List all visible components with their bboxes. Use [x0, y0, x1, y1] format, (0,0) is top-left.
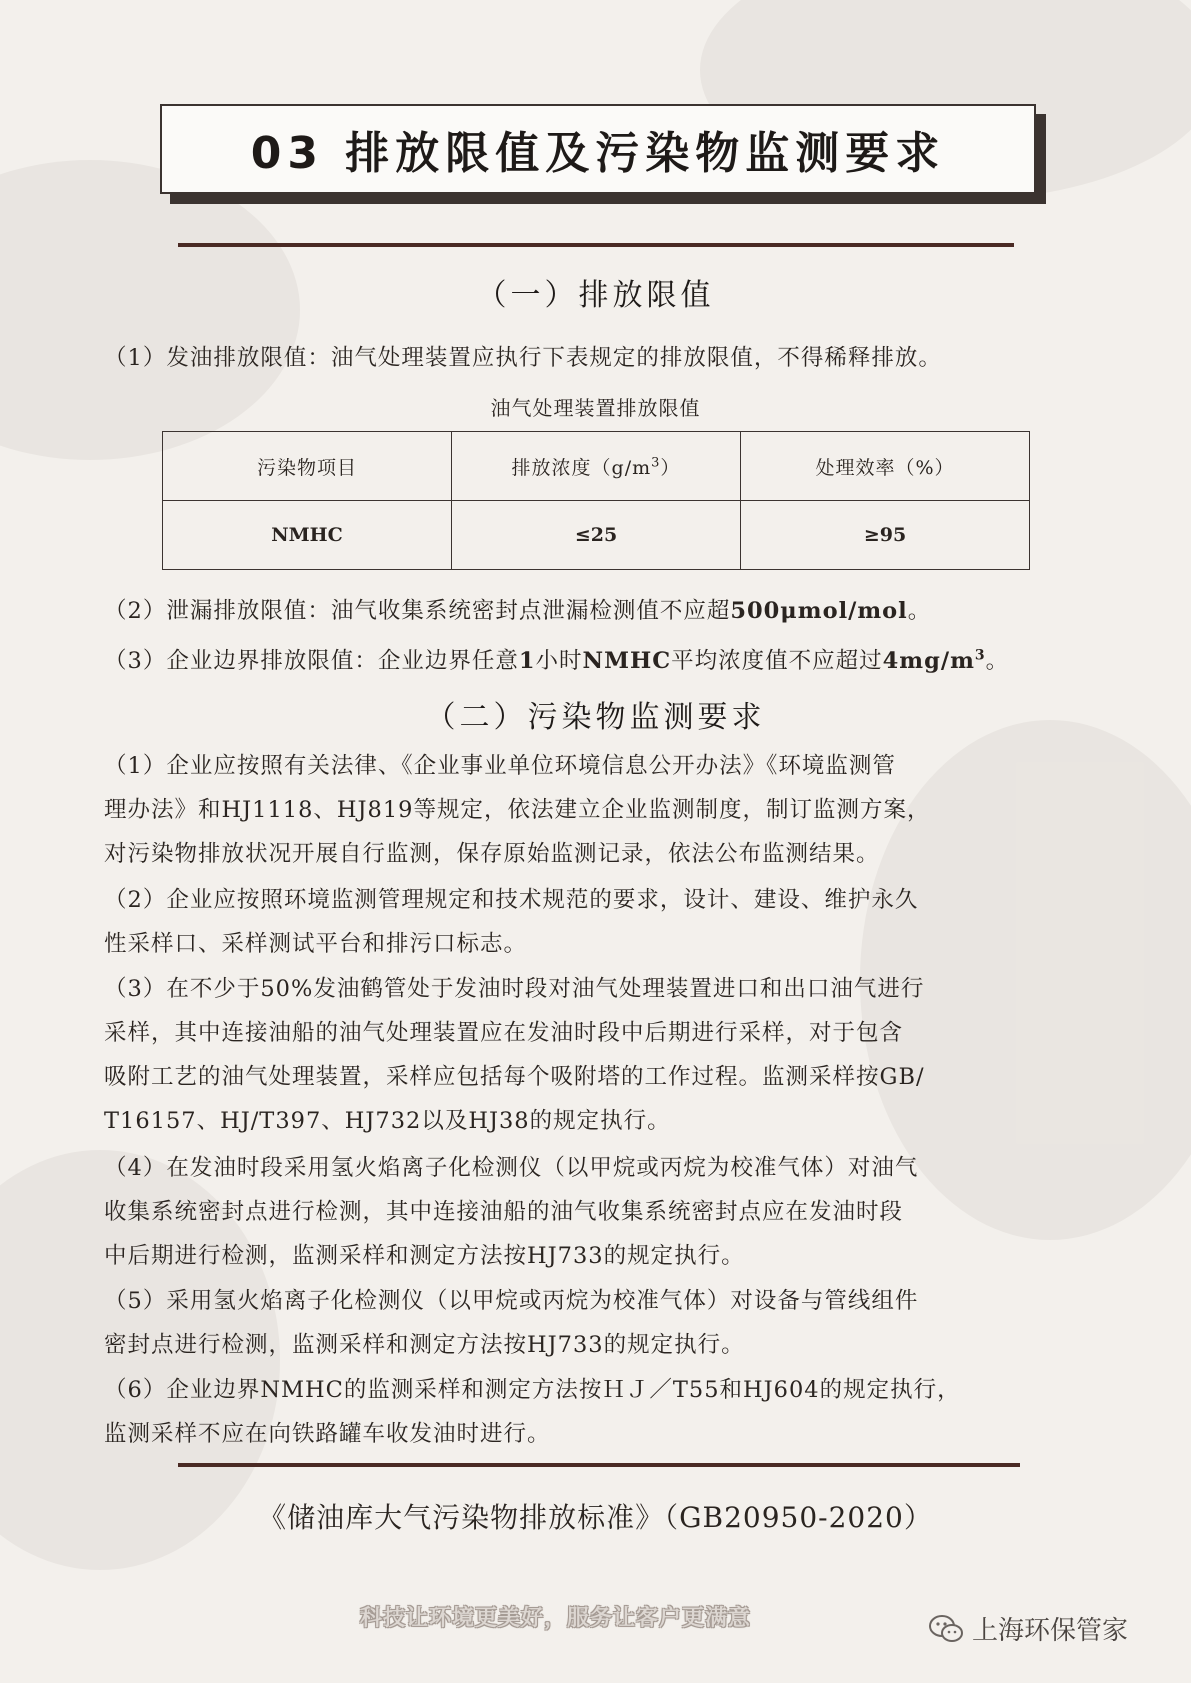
- section2-line: （4）在发油时段采用氢火焰离子化检测仪（以甲烷或丙烷为校准气体）对油气: [104, 1155, 919, 1181]
- table-row: [163, 501, 1030, 570]
- table-cell: ≥95: [741, 501, 1030, 570]
- section2-line: （2）企业应按照环境监测管理规定和技术规范的要求，设计、建设、维护永久: [104, 887, 919, 913]
- section1-item3-text: 小时: [535, 648, 583, 674]
- section2-line: 中后期进行检测，监测采样和测定方法按HJ733的规定执行。: [104, 1243, 745, 1269]
- section1-item3: [104, 643, 1009, 675]
- page-title: 03 排放限值及污染物监测要求: [250, 128, 946, 179]
- table-caption: 油气处理装置排放限值: [490, 396, 701, 420]
- section1-item2-value: 500μmol/mol: [730, 598, 908, 624]
- section1-item3-text: 平均浓度值不应超过: [671, 648, 883, 674]
- section1-item2-suffix: 。: [907, 598, 932, 624]
- table-cell: ≤25: [452, 501, 741, 570]
- title-box: [160, 104, 1036, 194]
- section1-item3-text: （3）企业边界排放限值：企业边界任意: [104, 648, 519, 674]
- table-header-superscript: 3: [651, 455, 661, 471]
- watermark: [928, 1610, 1128, 1647]
- section2-heading: （二）污染物监测要求: [425, 700, 766, 735]
- table-header-cell: 污染物项目: [163, 432, 452, 501]
- table-header-text: 排放浓度（g/m: [511, 456, 652, 479]
- table-cell: NMHC: [163, 501, 452, 570]
- section2-line: （3）在不少于50%发油鹤管处于发油时段对油气处理装置进口和出口油气进行: [104, 976, 925, 1002]
- section2-line: （5）采用氢火焰离子化检测仪（以甲烷或丙烷为校准气体）对设备与管线组件: [104, 1288, 919, 1314]
- source-citation: 《储油库大气污染物排放标准》（GB20950-2020）: [258, 1501, 933, 1534]
- table-header-cell: [452, 432, 741, 501]
- section2-line: 对污染物排放状况开展自行监测，保存原始监测记录，依法公布监测结果。: [104, 841, 880, 867]
- section2-line: 性采样口、采样测试平台和排污口标志。: [104, 931, 528, 957]
- watermark-text: 上海环保管家: [972, 1616, 1129, 1646]
- section2-line: T16157、HJ/T397、HJ732以及HJ38的规定执行。: [104, 1108, 671, 1134]
- section1-item3-value: NMHC: [582, 648, 672, 674]
- section2-line: 监测采样不应在向铁路罐车收发油时进行。: [104, 1421, 551, 1447]
- emission-limits-table: [162, 431, 1030, 570]
- section1-item3-value: 1: [518, 648, 536, 674]
- slogan: 科技让环境更美好，服务让客户更满意: [360, 1606, 752, 1631]
- section1-heading: （一）排放限值: [476, 278, 715, 313]
- section2-line: 密封点进行检测，监测采样和测定方法按HJ733的规定执行。: [104, 1332, 745, 1358]
- section2-line: （6）企业边界NMHC的监测采样和测定方法按ＨＪ／T55和HJ604的规定执行，: [104, 1377, 961, 1403]
- section1-item2: [104, 593, 931, 625]
- section1-item1: （1）发油排放限值：油气处理装置应执行下表规定的排放限值，不得稀释排放。: [104, 345, 942, 371]
- section2-line: 吸附工艺的油气处理装置，采样应包括每个吸附塔的工作过程。监测采样按GB/: [104, 1064, 925, 1090]
- section2-line: 采样，其中连接油船的油气处理装置应在发油时段中后期进行采样，对于包含: [104, 1020, 904, 1046]
- table-header-row: [163, 432, 1030, 501]
- section1-item3-value: 4mg/m: [882, 648, 975, 674]
- section2-line: （1）企业应按照有关法律、《企业事业单位环境信息公开办法》《环境监测管: [104, 753, 896, 779]
- section1-item3-suffix: 。: [985, 648, 1010, 674]
- bottom-divider: [178, 1463, 1020, 1467]
- table-header-cell: 处理效率（%）: [741, 432, 1030, 501]
- section1-item2-text: （2）泄漏排放限值：油气收集系统密封点泄漏检测值不应超: [104, 598, 731, 624]
- table-header-text: ）: [660, 456, 681, 479]
- section2-line: 收集系统密封点进行检测，其中连接油船的油气收集系统密封点应在发油时段: [104, 1199, 904, 1225]
- top-divider: [178, 243, 1014, 247]
- section2-line: 理办法》和HJ1118、HJ819等规定，依法建立企业监测制度，制订监测方案，: [104, 797, 931, 823]
- wechat-icon: [928, 1614, 964, 1644]
- section1-item3-superscript: 3: [974, 647, 986, 664]
